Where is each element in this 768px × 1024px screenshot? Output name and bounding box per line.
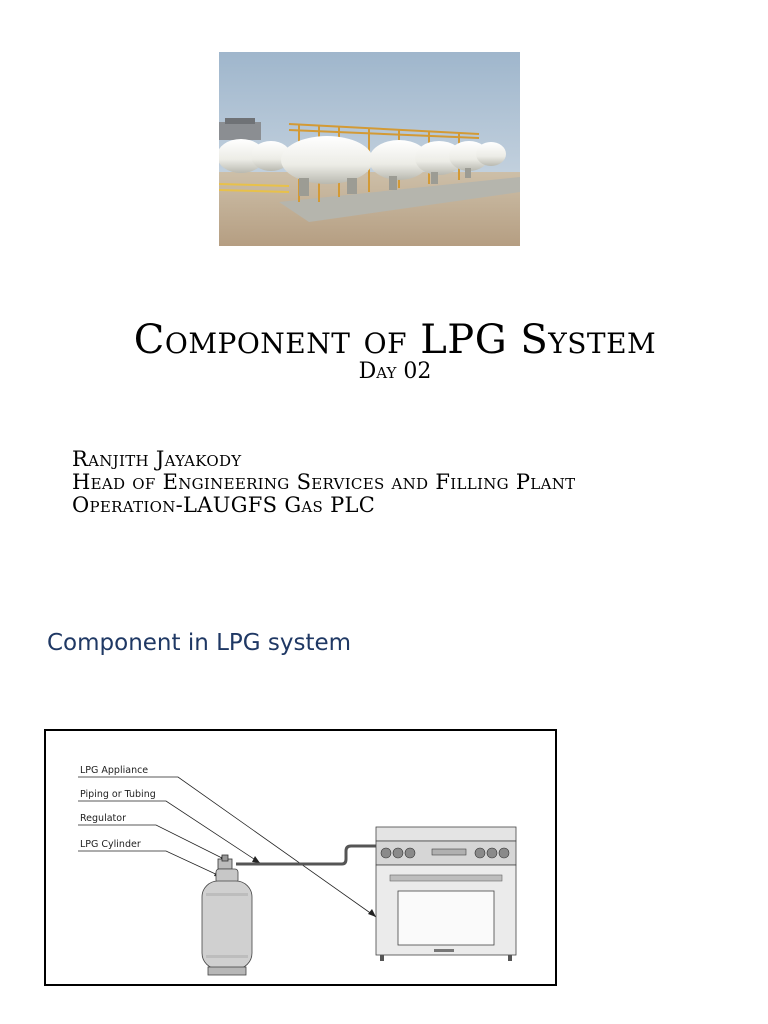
leader-line-piping (78, 801, 260, 863)
label-lpg-appliance: LPG Appliance (80, 765, 149, 776)
author-position: Head of Engineering Services and Filling Plant (72, 470, 576, 494)
section-heading: Component in LPG system (47, 630, 352, 656)
label-regulator: Regulator (80, 813, 126, 824)
slide-title: Component of LPG System (133, 317, 657, 363)
lpg-appliance-stove-icon (376, 827, 516, 961)
label-piping-or-tubing: Piping or Tubing (80, 789, 156, 800)
lpg-cylinder-icon (202, 869, 252, 975)
lpg-storage-tanks-photo (219, 52, 520, 246)
lpg-system-diagram (44, 729, 557, 986)
author-name: Ranjith Jayakody (72, 447, 242, 471)
leader-line-cylinder (78, 851, 222, 877)
author-block (72, 448, 575, 517)
author-organization: Operation-LAUGFS Gas PLC (72, 493, 376, 517)
slide-subtitle: Day 02 (358, 359, 432, 384)
label-lpg-cylinder: LPG Cylinder (80, 839, 141, 850)
